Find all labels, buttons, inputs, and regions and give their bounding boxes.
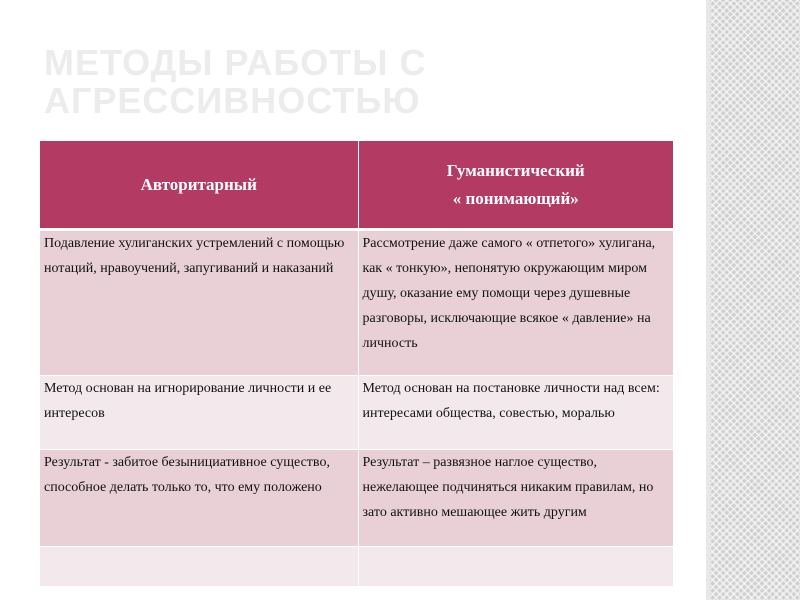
header-authoritarian	[40, 141, 358, 230]
header-authoritarian-label: Авторитарный	[140, 174, 257, 194]
cell-text: Метод основан на постановке личности над всем: интересами общества, совестью, моралью	[362, 381, 660, 421]
table-row	[40, 450, 673, 547]
cell-authoritarian	[40, 376, 358, 450]
cell-text: Результат - забитое безынициативное существо, способное делать только то, что ему положено	[44, 455, 330, 495]
cell-text: Метод основан на игнорирование личности и ее интересов	[44, 381, 332, 421]
cell-humanistic	[358, 450, 673, 547]
cell-authoritarian	[40, 547, 358, 587]
header-humanistic	[358, 141, 673, 230]
slide-title: МЕТОДЫ РАБОТЫ С АГРЕССИВНОСТЬЮ	[44, 42, 427, 121]
cell-humanistic	[358, 547, 673, 587]
table-row	[40, 376, 673, 450]
header-humanistic-label: Гуманистический	[446, 160, 585, 180]
cell-text: Подавление хулиганских устремлений с помощью нотаций, нравоучений, запугиваний и наказаний	[44, 236, 345, 276]
cell-humanistic	[358, 376, 673, 450]
table-header-row	[40, 141, 673, 230]
cell-text: Рассмотрение даже самого « отпетого» хулигана, как « тонкую», непонятую окружающим миром душу, оказание ему помощи через душевные разговоры, исключающие всякое « давление» на личность	[362, 236, 656, 351]
cell-authoritarian	[40, 230, 358, 376]
cell-text: Результат – развязное наглое существо, нежелающее подчиняться никаким правилам, но зато активно мешающее жить другим	[362, 455, 654, 520]
cell-authoritarian	[40, 450, 358, 547]
header-humanistic-sublabel: « понимающий»	[452, 188, 579, 208]
methods-table	[40, 141, 673, 587]
table-row	[40, 230, 673, 376]
side-pattern-panel	[710, 0, 800, 600]
table-row	[40, 547, 673, 587]
cell-humanistic	[358, 230, 673, 376]
